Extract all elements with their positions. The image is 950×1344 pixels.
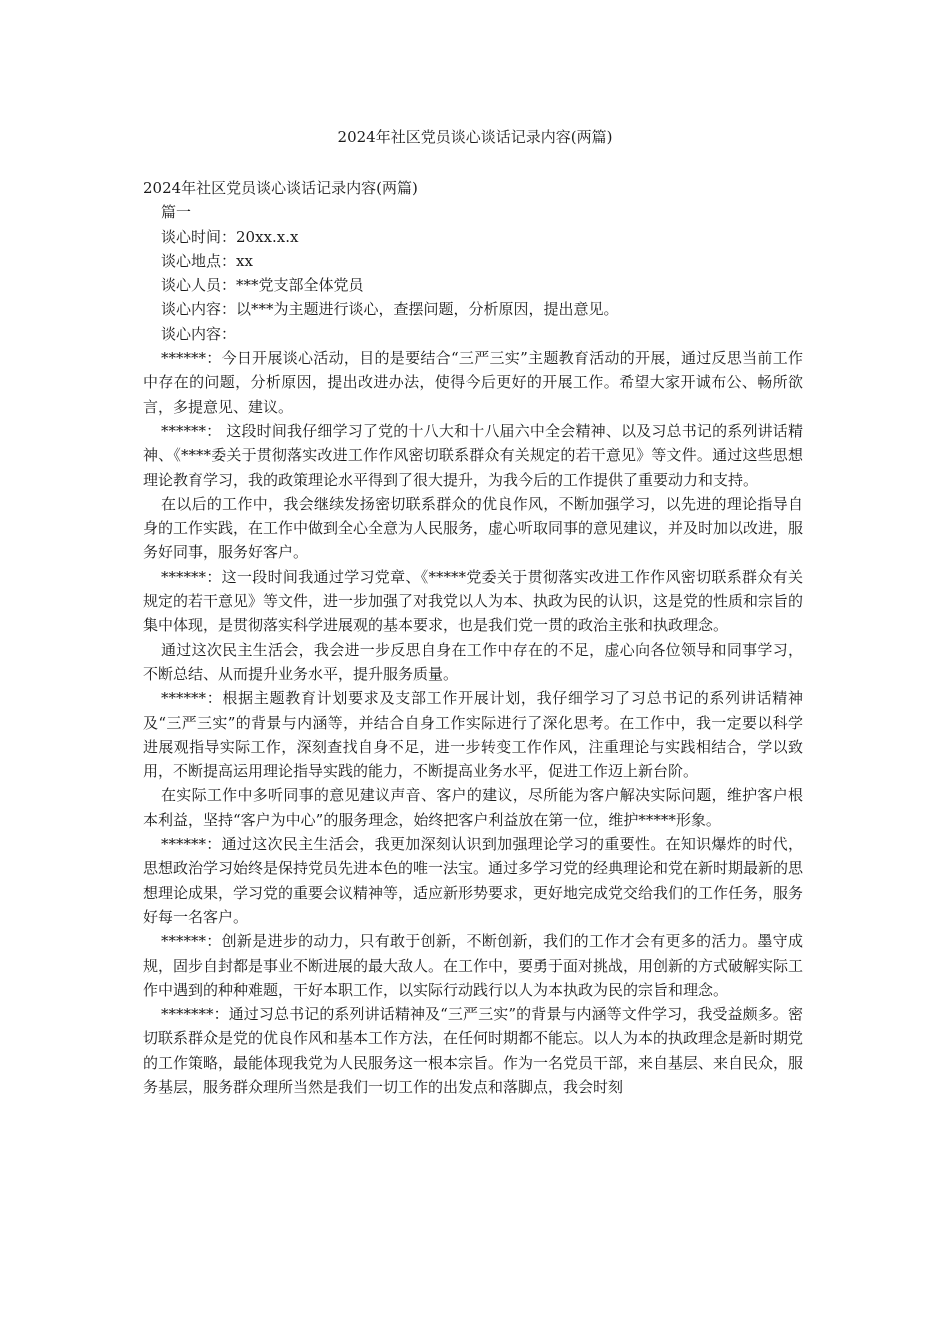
body-paragraph: ******： 这段时间我仔细学习了党的十八大和十八届六中全会精神、以及习总书记的系列讲话精神、《****委关于贯彻落实改进工作作风密切联系群众有关规定的若干意见》等文件。通过这些思想理论教育学习，我的政策理论水平得到了很大提升，为我今后的工作提供了重要动力和支持。	[143, 421, 803, 489]
body-paragraph: ******：这一段时间我通过学习党章、《*****党委关于贯彻落实改进工作作风密切联系群众有关规定的若干意见》等文件，进一步加强了对我党以人为本、执政为民的认识，这是党的性质和宗旨的集中体现，是贯彻落实科学进展观的基本要求，也是我们党一贯的政治主张和执政理念。	[143, 567, 804, 635]
body-paragraph: ******：通过这次民主生活会，我更加深刻认识到加强理论学习的重要性。在知识爆炸的时代，思想政治学习始终是保持党员先进本色的唯一法宝。通过多学习党的经典理论和党在新时期最新的思想理论成果，学习党的重要会议精神等，适应新形势要求，更好地完成党交给我们的工作任务，服务好每一名客户。	[143, 835, 804, 926]
meta-time: 谈心时间：20xx.x.x	[161, 227, 299, 246]
section-heading: 篇一	[161, 203, 192, 222]
body-paragraph: *******：通过习总书记的系列讲话精神及“三严三实”的背景与内涵等文件学习，我受益颇多。密切联系群众是党的优良作风和基本工作方法，在任何时期都不能忘。以人为本的执政理念是新时期党的工作策略，最能体现我党为人民服务这一根本宗旨。作为一名党员干部，来自基层、来自民众，服务基层，服务群众理所当然是我们一切工作的出发点和落脚点，我会时刻	[143, 1005, 804, 1096]
meta-participants: 谈心人员：***党支部全体党员	[161, 276, 364, 295]
body-paragraph: ******：创新是进步的动力，只有敢于创新，不断创新，我们的工作才会有更多的活力。墨守成规，固步自封都是事业不断进展的最大敌人。在工作中，要勇于面对挑战，用创新的方式破解实际工作中遇到的种种难题，干好本职工作，以实际行动践行以人为本执政为民的宗旨和理念。	[143, 932, 804, 999]
body-paragraph: ******：今日开展谈心活动，目的是要结合“三严三实”主题教育活动的开展，通过反思当前工作中存在的问题，分析原因，提出改进办法，使得今后更好的开展工作。希望大家开诚布公、畅所欲言，多提意见、建议。	[143, 349, 803, 416]
document-body	[143, 176, 803, 1099]
meta-location: 谈心地点：xx	[161, 251, 253, 270]
body-paragraph: ******：根据主题教育计划要求及支部工作开展计划，我仔细学习了习总书记的系列讲话精神及“三严三实”的背景与内涵等，并结合自身工作实际进行了深化思考。在工作中，我一定要以科学进展观指导实际工作，深刻查找自身不足，进一步转变工作作风，注重理论与实践相结合，学以致用，不断提高运用理论指导实践的能力，不断提高业务水平，促进工作迈上新台阶。	[143, 689, 803, 781]
body-paragraph: 通过这次民主生活会，我会进一步反思自身在工作中存在的不足，虚心向各位领导和同事学习，不断总结、从而提升业务水平，提升服务质量。	[143, 640, 803, 683]
document-title: 2024年社区党员谈心谈话记录内容(两篇)	[337, 128, 613, 146]
meta-topic: 谈心内容：以***为主题进行谈心，查摆问题，分析原因，提出意见。	[161, 300, 619, 319]
body-paragraph: 在以后的工作中，我会继续发扬密切联系群众的优良作风，不断加强学习，以先进的理论指导自身的工作实践，在工作中做到全心全意为人民服务，虚心听取同事的意见建议，并及时加以改进，服务好同事，服务好客户。	[143, 494, 804, 562]
content-label: 谈心内容：	[161, 324, 237, 343]
body-paragraph: 在实际工作中多听同事的意见建议声音、客户的建议，尽所能为客户解决实际问题，维护客户根本利益，坚持“客户为中心”的服务理念，始终把客户利益放在第一位，维护*****形象。	[143, 786, 803, 829]
document-subtitle: 2024年社区党员谈心谈话记录内容(两篇)	[143, 179, 418, 197]
